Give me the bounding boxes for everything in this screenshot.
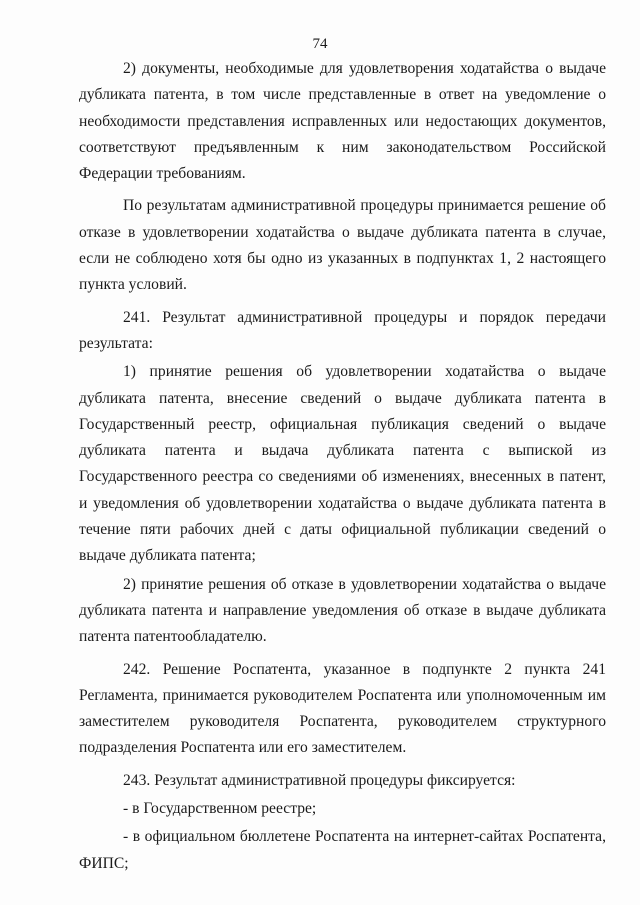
document-body [79,56,606,877]
paragraph-243-fixation: 243. Результат административной процедуры фиксируется: [123,771,516,789]
paragraph-241-result: 241. Результат административной процедуры и порядок передачи результата: [79,308,606,352]
paragraph-documents-condition: 2) документы, необходимые для удовлетворения ходатайства о выдаче дубликата патента, в том числе представленные в ответ на уведомление о необходимости представления исправленных или недостающих документов, соответствуют предъявленным к ним законодательством Российской Федерации требованиям. [79,60,606,183]
paragraph-242-decision: 242. Решение Роспатента, указанное в подпункте 2 пункта 241 Регламента, принимается руководителем Роспатента или уполномоченным им заместителем руководителя Роспатента, руководителем структурного подразделения Роспатента или его заместителем. [79,660,606,757]
paragraph-refusal-decision: По результатам административной процедуры принимается решение об отказе в удовлетворении ходатайства о выдаче дубликата патента в случае, если не соблюдено хотя бы одно из указанных в подпунктах 1, 2 настоящего пункта условий. [79,197,606,294]
list-item-state-register: - в Государственном реестре; [123,800,317,818]
page-number: 74 [312,36,328,52]
paragraph-241-item-2: 2) принятие решения об отказе в удовлетворении ходатайства о выдаче дубликата патента и направление уведомления об отказе в выдаче дубликата патента патентообладателю. [79,575,606,646]
paragraph-241-item-1: 1) принятие решения об удовлетворении ходатайства о выдаче дубликата патента, внесение сведений о выдаче дубликата патента в Государственный реестр, официальная публикация сведений о выдаче дубликата патента и выдача дубликата патента с выпиской из Государственного реестра со сведениями об изменениях, внесенных в патент, и уведомления об удовлетворении ходатайства о выдаче дубликата патента в течение пяти рабочих дней с даты официальной публикации сведений о выдаче дубликата патента; [79,363,606,565]
list-item-official-bulletin: - в официальном бюллетене Роспатента на интернет-сайтах Роспатента, ФИПС; [79,828,606,872]
